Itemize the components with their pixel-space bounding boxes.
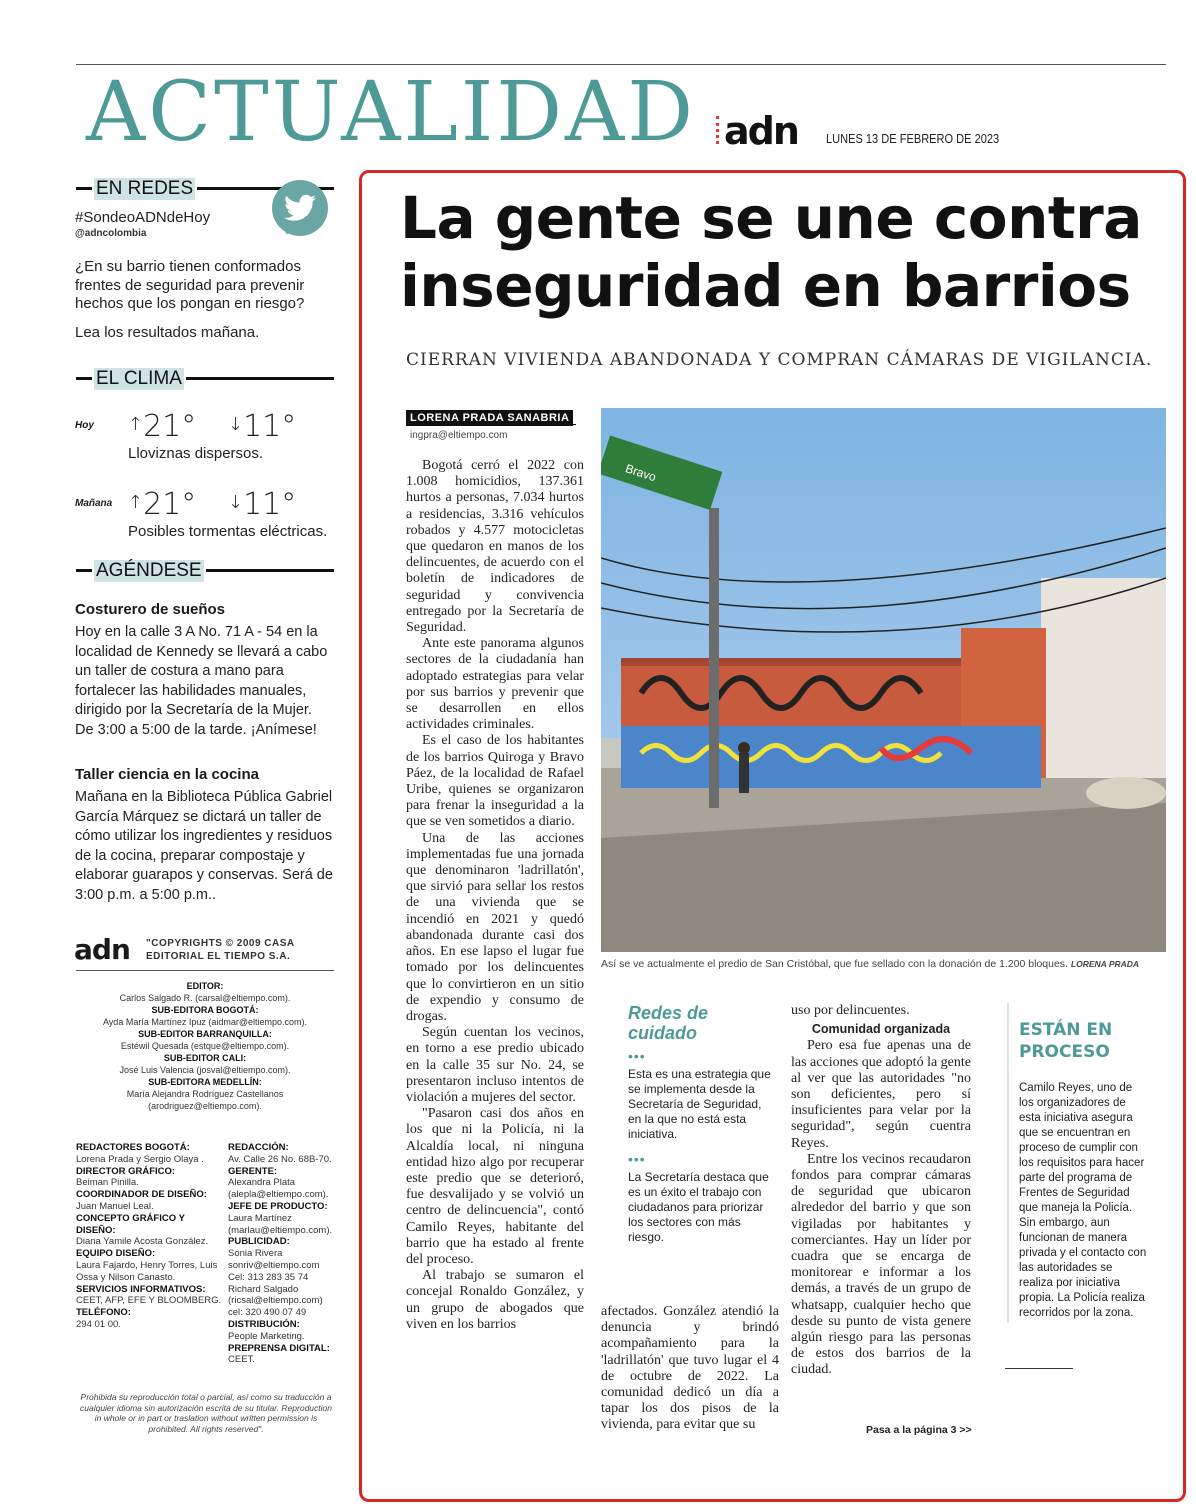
body-column-1	[406, 458, 584, 1333]
weather-day-label: Hoy	[75, 420, 94, 431]
credit-role: COORDINADOR DE DISEÑO:	[76, 1189, 207, 1201]
staff-name: José Luis Valencia (josval@eltiempo.com).	[119, 1065, 291, 1075]
credit-name: Laura Martínez (marlau@eltiempo.com).	[228, 1212, 333, 1236]
paragraph: Es el caso de los habitantes de los barrios Quiroga y Bravo Páez, de la localidad de Rafael Uribe, quienes se organizaron para frenar la inseguridad a la que se ven sometidos a diario.	[406, 733, 584, 830]
headline: La gente se une contra inseguridad en barrios	[400, 184, 1142, 320]
credit-name: Laura Fajardo, Henry Torres, Luis Ossa y Nilson Canasto.	[76, 1259, 218, 1283]
staff-role: SUB-EDITOR BARRANQUILLA:	[138, 1029, 272, 1039]
twitter-icon	[272, 180, 328, 236]
credit-role: GERENTE:	[228, 1165, 278, 1177]
issue-date: LUNES 13 DE FEBRERO DE 2023	[826, 131, 1000, 146]
credit-name: Juan Manuel Leal.	[76, 1200, 154, 1212]
credit-role: PUBLICIDAD:	[228, 1236, 290, 1248]
logo-dots-icon	[716, 116, 720, 144]
paragraph: Al trabajo se sumaron el concejal Ronaldo González, y un grupo de abogados que viven en los barrios	[406, 1268, 584, 1332]
redes-cuidado-box	[616, 1003, 776, 1245]
credit-role: EQUIPO DISEÑO:	[76, 1248, 156, 1260]
temp-min-value: 11°	[243, 409, 297, 444]
en-proceso-box	[1007, 1003, 1162, 1321]
event-text: Hoy en la calle 3 A No. 71 A - 54 en la localidad de Kennedy se llevará a cabo un taller de costura a mano para fortalecer las habilidades manuales, dirigido por la Secretaría de la Mujer. De 3:00 a 5:00 de la tarde. ¡Anímese!	[75, 624, 328, 738]
weather-desc: Lloviznas dispersos.	[128, 445, 264, 462]
box-title: Redes de cuidado	[628, 1003, 709, 1043]
box-end-rule	[1005, 1368, 1073, 1369]
temp-max-value: 21°	[143, 409, 197, 444]
en-redes-title: EN REDES	[96, 178, 194, 199]
credit-name: CEET.	[228, 1354, 255, 1366]
brand-text: adn	[724, 109, 798, 153]
staff-role: SUB-EDITORA MEDELLÍN:	[148, 1077, 262, 1087]
staff-role: SUB-EDITOR CALI:	[163, 1053, 247, 1063]
paragraph: Según cuentan los vecinos, en torno a ese predio ubicado en la calle 35 sur No. 24, se presentaron incluso intentos de violación a mujeres del sector.	[406, 1025, 584, 1105]
section-title: ACTUALIDAD	[86, 65, 697, 160]
adn-small-logo: adn	[74, 933, 130, 966]
caption-text: Así se ve actualmente el predio de San Cristóbal, que fue sellado con la donación de 1.200 bloques.	[601, 958, 1068, 970]
box-text: Camilo Reyes, uno de los organizadores de esta iniciativa asegura que se encuentran en proceso de cumplir con los requisitos para hacer parte del programa de Frentes de Seguridad que maneja la Policía. Sin embargo, aun funcionan de manera privada y el contacto con las autoridades se realiza por iniciativa propia. La Policía realiza recorridos por la zona.	[1019, 1082, 1147, 1319]
author-email: ingpra@eltiempo.com	[410, 430, 508, 441]
clima-header	[76, 368, 334, 390]
staff-name: Estéwil Quesada (estque@eltiempo.com).	[120, 1041, 290, 1051]
staff-role: SUB-EDITORA BOGOTÁ:	[151, 1005, 259, 1015]
credit-role: SERVICIOS INFORMATIVOS:	[76, 1283, 206, 1295]
credit-role: CONCEPTO GRÁFICO Y DISEÑO:	[76, 1212, 185, 1236]
credit-role: PREPRENSA DIGITAL:	[228, 1342, 330, 1354]
agenda-header	[76, 560, 334, 582]
credit-role: JEFE DE PRODUCTO:	[228, 1200, 328, 1212]
body-column-2	[601, 1304, 779, 1434]
paragraph: afectados. González atendió la denuncia y brindó acompañamiento para la 'ladrillatón' que tuvo lugar el 4 de octubre de 2022. La comunidad dedicó un día a tapar los dos pisos de la vivienda, para evitar que su	[601, 1304, 779, 1433]
credit-name: CEET, AFP, EFE Y BLOOMBERG.	[76, 1295, 222, 1307]
photo-caption	[601, 958, 1139, 970]
paragraph: uso por delincuentes.	[791, 1003, 910, 1018]
temp-max: ↑21°	[128, 409, 197, 444]
copyright: "COPYRIGHTS © 2009 CASA EDITORIAL EL TIEMPO S.A.	[146, 938, 295, 962]
event-title: Costurero de sueños	[75, 601, 226, 618]
jump-line[interactable]: Pasa a la página 3 >>	[866, 1424, 972, 1436]
credit-role: DIRECTOR GRÁFICO:	[76, 1165, 176, 1177]
dots-icon: •••	[628, 1151, 646, 1167]
staff-name: Carlos Salgado R. (carsal@eltiempo.com).	[119, 993, 291, 1003]
byline: LORENA PRADA SANABRIA	[406, 410, 573, 426]
agenda-title: AGÉNDESE	[96, 560, 202, 581]
event-text: Mañana en la Biblioteca Pública Gabriel García Márquez se dictará un taller de cómo utilizar los ingredientes y residuos de la cocina, preparar compostaje y elaborar guarapos y conservas. Será de 3:00 p.m. a 5:00 p.m..	[75, 789, 333, 903]
credit-role: DISTRIBUCIÓN:	[228, 1318, 300, 1330]
staff-list	[76, 980, 334, 1112]
event-title: Taller ciencia en la cocina	[75, 766, 259, 783]
paragraph: Ante este panorama algunos sectores de la ciudadanía han adoptado estrategias para velar por sus barrios y prevenir que se desarrollen en ellos actividades criminales.	[406, 636, 584, 733]
temp-max-value: 21°	[143, 487, 197, 522]
credit-name: Beiman Pinilla.	[76, 1177, 139, 1189]
staff-name: Ayda María Martínez Ipuz (aidmar@eltiempo.com).	[102, 1017, 308, 1027]
credit-name: Av. Calle 26 No. 68B-70.	[228, 1153, 332, 1165]
poll-question: ¿En su barrio tienen conformados frentes de seguridad para prevenir hechos que los pongan en riesgo?	[75, 258, 305, 312]
box-item: La Secretaría destaca que es un éxito el trabajo con ciudadanos para priorizar los sectores con más riesgo.	[628, 1170, 769, 1244]
credit-name: People Marketing.	[228, 1330, 305, 1342]
credit-name: Lorena Prada y Sergio Olaya .	[76, 1153, 204, 1165]
hashtag: #SondeoADNdeHoy	[75, 209, 211, 226]
credit-role: REDACCIÓN:	[228, 1142, 289, 1153]
paragraph: Pero esa fue apenas una de las acciones que adoptó la gente al ver que las autoridades "no son deficientes, pero sí insuficientes para velar por la seguridad", según cuentra Reyes.	[791, 1038, 971, 1151]
byline-rule	[406, 424, 576, 425]
box-border	[1007, 1003, 1009, 1323]
credit-name: 294 01 00.	[76, 1318, 121, 1330]
legal-notice: Prohibida su reproducción total o parcial, así como su traducción a cualquier idioma sin autorización escrita de su titular. Reproduction in whole or in part or traslation without written permission is prohibited. All rights reserved".	[80, 1392, 332, 1434]
weather-desc: Posibles tormentas eléctricas.	[128, 523, 328, 540]
body-column-3	[791, 1003, 971, 1379]
deck: CIERRAN VIVIENDA ABANDONADA Y COMPRAN CÁMARAS DE VIGILANCIA.	[406, 350, 1153, 370]
box-item: Esta es una estrategia que se implementa desde la Secretaría de Seguridad, en la que no está esta iniciativa.	[628, 1067, 771, 1141]
photo-credit: LORENA PRADA	[1070, 959, 1140, 969]
credits-right	[228, 1142, 338, 1366]
street-sign-text: Bravo	[623, 461, 658, 485]
brand-logo	[724, 109, 798, 153]
subhead: Comunidad organizada	[811, 1022, 951, 1037]
temp-min: ↓11°	[228, 409, 297, 444]
credit-name: Sonia Rivera sonriv@eltiempo.com Cel: 313 283 35 74 Richard Salgado (ricsal@eltiempo.com) cel: 320 490 07 49	[228, 1248, 323, 1319]
credit-role: TELÉFONO:	[76, 1307, 131, 1319]
agenda-event	[75, 601, 333, 740]
twitter-handle: @adncolombia	[75, 228, 147, 239]
paragraph: Bogotá cerró el 2022 con 1.008 homicidios, 137.361 hurtos a personas, 7.034 hurtos a residencias, 3.316 vehículos robados y 4.577 motocicletas que quedaron en manos de los delincuentes, de acuerdo con el boletín de indicadores de seguridad y convivencia entregado por la Secretaría de Seguridad.	[406, 458, 584, 636]
temp-min: ↓11°	[228, 487, 297, 522]
clima-title: EL CLIMA	[96, 368, 182, 389]
staff-name: María Alejandra Rodríguez Castellanos (arodriguez@eltiempo.com).	[126, 1089, 284, 1111]
credit-role: REDACTORES BOGOTÁ:	[76, 1142, 190, 1153]
paragraph: "Pasaron casi dos años en los que ni la Policía, ni la Alcaldía local, ni ninguna entidad hizo algo por recuperar este predio que se deterioró, fue desvalijado y se volvió un centro de delincuencia", contó Camilo Reyes, habitante del barrio que ha estado al frente del proceso.	[406, 1106, 584, 1267]
paragraph: Una de las acciones implementadas fue una jornada que denominaron 'ladrillatón', que sirvió para sellar los restos de una vivienda que se incendió en 2021 y quedó abandonada durante casi dos años. En ese lapso el lugar fue tomado por los delincuentes que lo convirtieron en un sitio de expendio y consumo de drogas.	[406, 830, 584, 1024]
credits-left	[76, 1142, 226, 1331]
agenda-event	[75, 766, 333, 905]
divider	[76, 970, 334, 971]
poll-results-note: Lea los resultados mañana.	[75, 324, 260, 341]
credit-name: Alexandra Plata (alepla@eltiempo.com).	[228, 1177, 329, 1201]
article-photo	[601, 408, 1166, 952]
box-title: ESTÁN EN PROCESO	[1019, 1020, 1113, 1062]
weather-day-label: Mañana	[75, 498, 113, 509]
temp-max: ↑21°	[128, 487, 197, 522]
staff-role: EDITOR:	[186, 981, 224, 991]
temp-min-value: 11°	[243, 487, 297, 522]
paragraph: Entre los vecinos recaudaron fondos para comprar cámaras de seguridad que ubicaron alrededor del barrio y que son vigiladas por habitantes y comerciantes. Hay un líder por cuadra que se encarga de monitorear e informar a los demás, a través de un grupo de whatsapp, cualquier hecho que desde su punto de vista genere algún riesgo para las personas de estos dos barrios de la ciudad.	[791, 1151, 971, 1378]
dots-icon: •••	[628, 1048, 646, 1064]
credit-name: Diana Yamile Acosta González.	[76, 1236, 209, 1248]
